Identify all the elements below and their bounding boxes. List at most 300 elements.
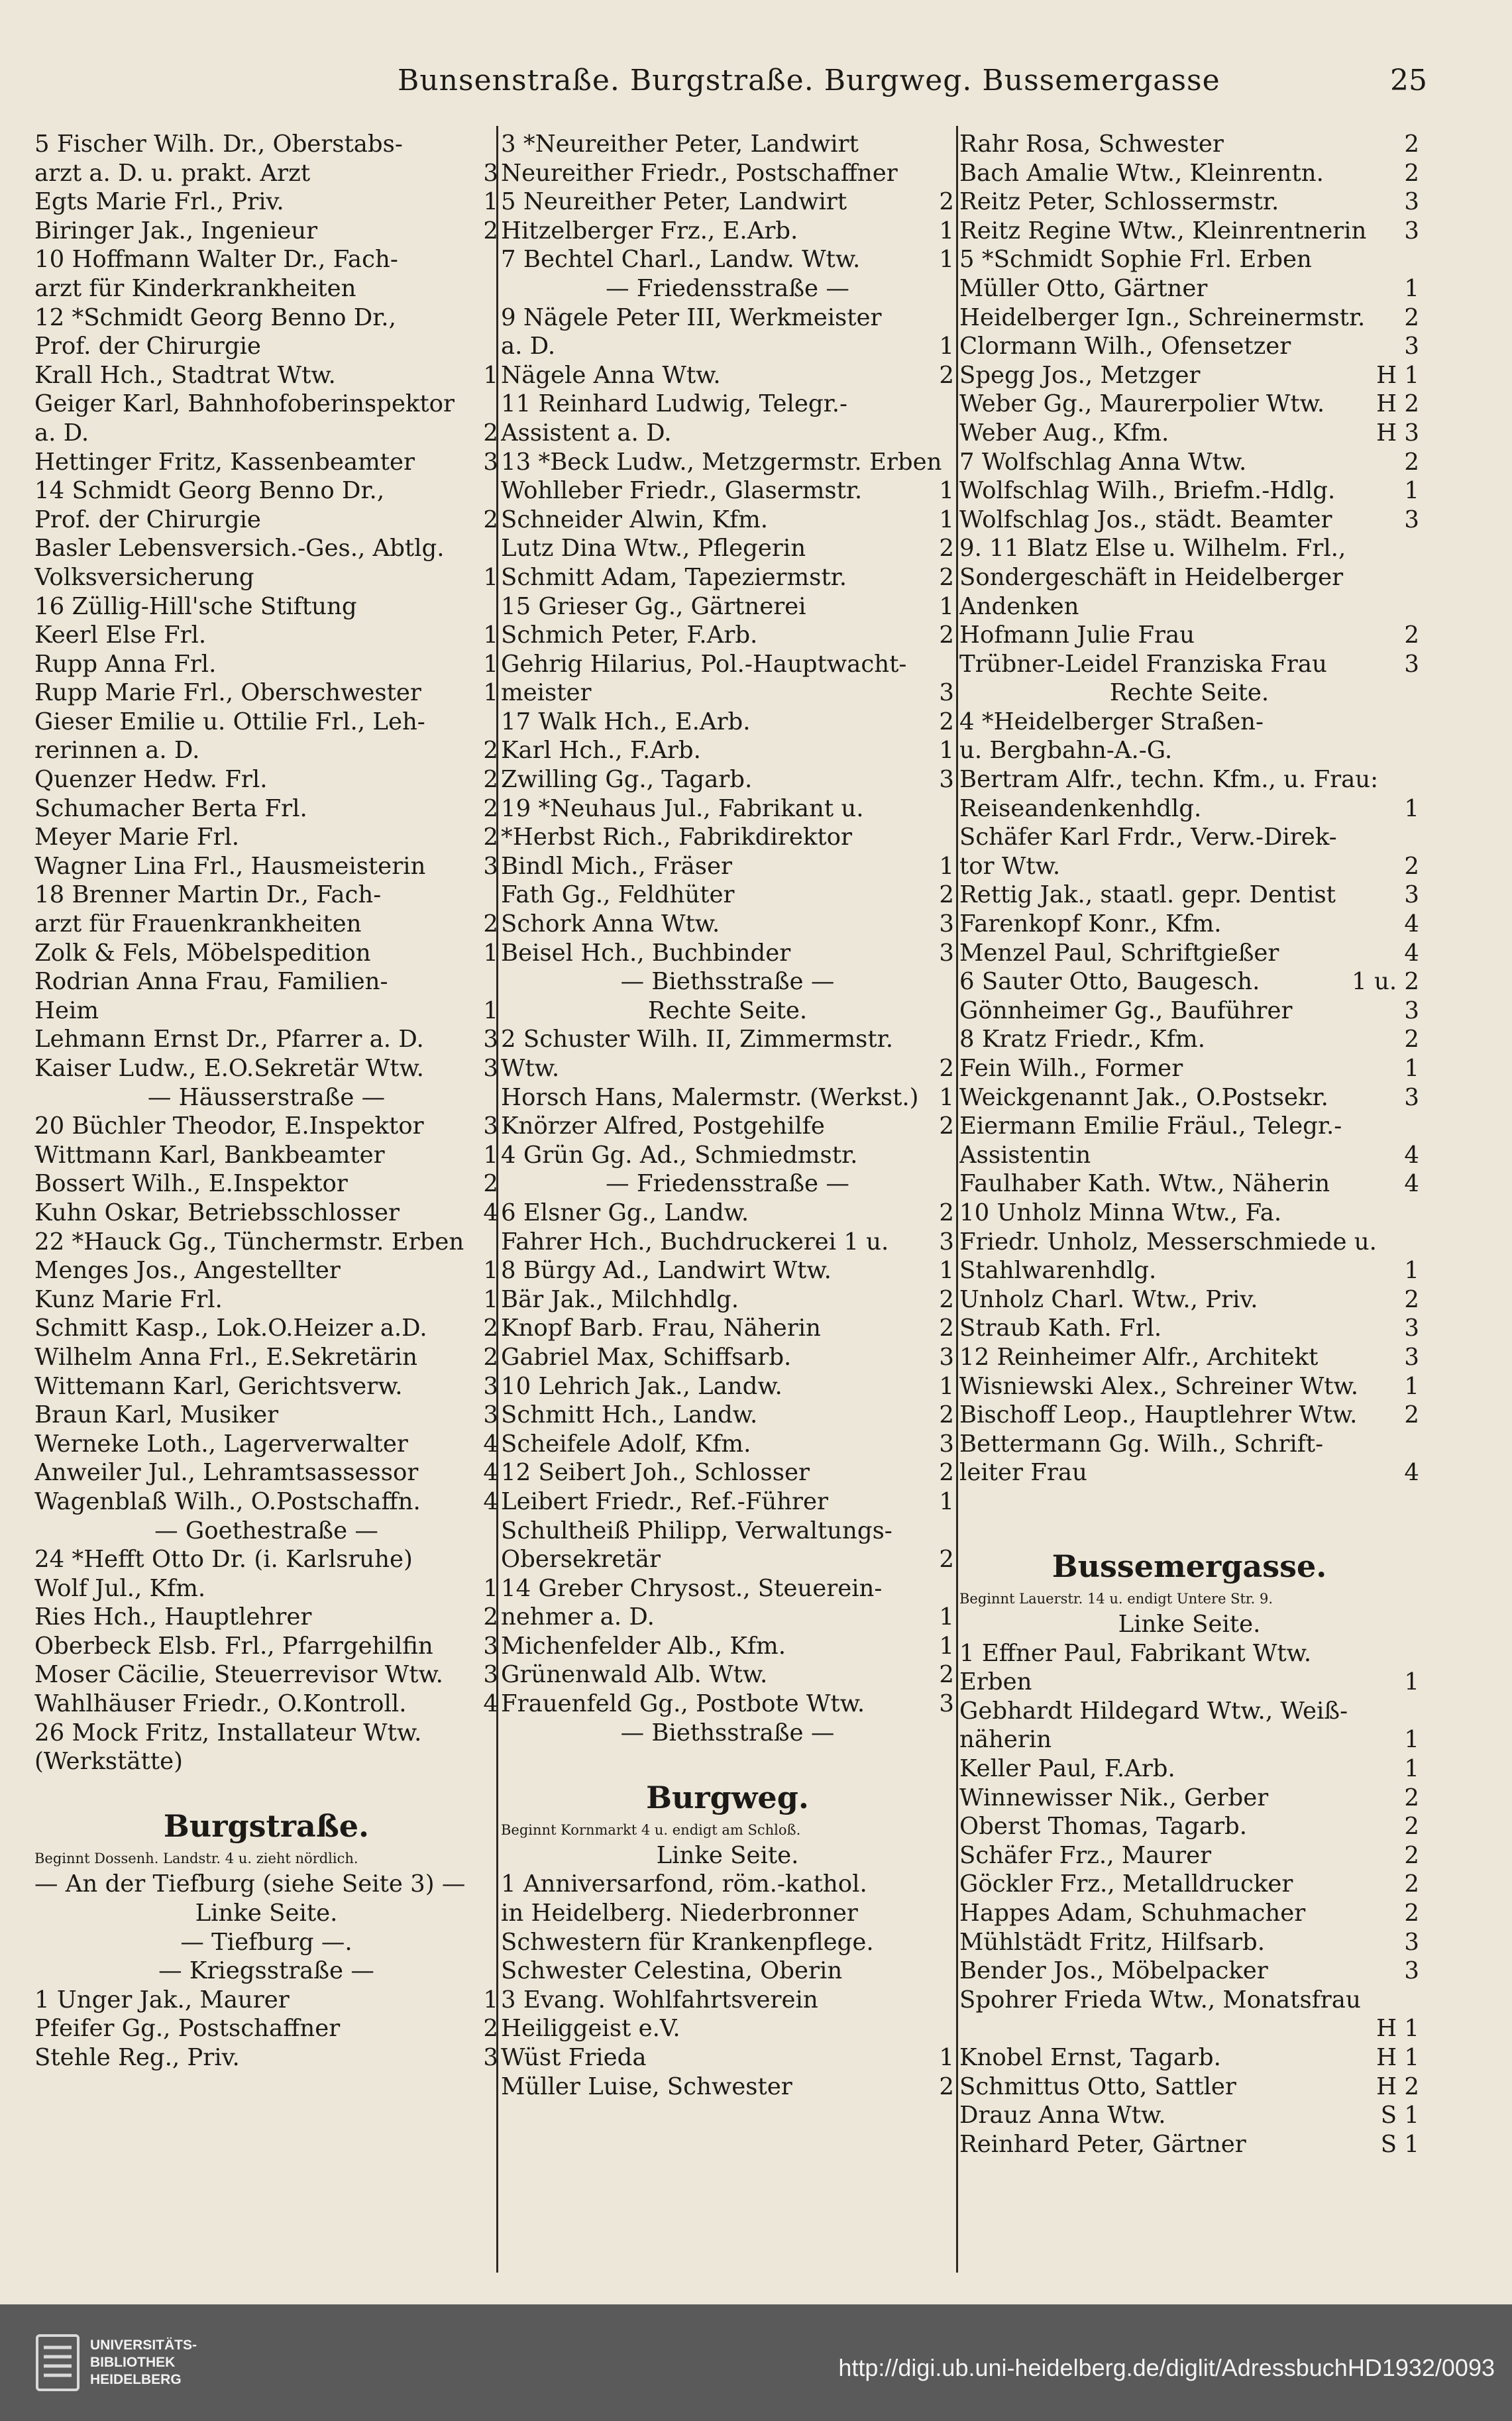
section-label (501, 967, 954, 996)
section-label (501, 1169, 954, 1199)
directory-entry (501, 1112, 954, 1141)
floor-number: 2 (1404, 852, 1419, 880)
entry-text: Assistentin (959, 1141, 1091, 1169)
floor-number: 1 (1404, 1726, 1419, 1754)
directory-entry (501, 650, 954, 679)
entry-text: — Biethsstraße — (620, 1719, 835, 1747)
entry-text: Schneider Alwin, Kfm. (501, 506, 769, 533)
directory-entry (501, 621, 954, 650)
directory-entry (501, 1458, 954, 1487)
directory-entry (959, 881, 1419, 910)
entry-text: Beginnt Lauerstr. 14 u. endigt Untere Str. 9. (959, 1591, 1273, 1607)
entry-text: Hitzelberger Frz., E.Arb. (501, 217, 798, 244)
directory-entry (501, 1199, 954, 1228)
entry-text: Volksversicherung (34, 563, 254, 591)
directory-entry (501, 1256, 954, 1285)
directory-entry (34, 765, 498, 794)
entry-text: Beisel Hch., Buchbinder (501, 939, 791, 967)
directory-entry (959, 361, 1419, 390)
entry-text: Wilhelm Anna Frl., E.Sekretärin (34, 1343, 418, 1371)
column-divider (956, 126, 958, 2273)
entry-text: Happes Adam, Schuhmacher (959, 1900, 1306, 1927)
directory-entry (34, 1870, 498, 1899)
floor-number: 1 (939, 1372, 954, 1400)
directory-entry (959, 1587, 1419, 1610)
entry-text: Fahrer Hch., Buchdruckerei 1 u. (501, 1228, 889, 1256)
entry-text: Weber Aug., Kfm. (959, 419, 1169, 447)
directory-entry (34, 1690, 498, 1719)
directory-entry (959, 217, 1419, 246)
floor-number: 4 (1404, 939, 1419, 967)
directory-entry (959, 1487, 1419, 1517)
floor-number: 3 (939, 679, 954, 707)
entry-text: Egts Marie Frl., Priv. (34, 188, 284, 216)
entry-text: Kunz Marie Frl. (34, 1285, 223, 1313)
entry-text: Pfeifer Gg., Postschaffner (34, 2015, 341, 2043)
column-left (34, 130, 498, 2263)
directory-entry (501, 1372, 954, 1401)
directory-entry (501, 1141, 954, 1170)
directory-entry (34, 245, 498, 274)
entry-text: Sondergeschäft in Heidelberger (959, 563, 1344, 591)
entry-text: Michenfelder Alb., Kfm. (501, 1632, 786, 1660)
directory-entry (34, 534, 498, 563)
directory-entry (959, 1256, 1419, 1285)
entry-text: Hettinger Fritz, Kassenbeamter (34, 448, 415, 476)
directory-entry (501, 1632, 954, 1661)
floor-number: 3 (483, 1055, 498, 1082)
floor-number: 1 (939, 217, 954, 244)
floor-number: 1 (939, 1603, 954, 1631)
floor-number: 2 (1404, 621, 1419, 649)
entry-text: Spohrer Frieda Wtw., Monatsfrau (959, 1986, 1361, 2014)
directory-entry (501, 1574, 954, 1603)
floor-number: 1 (939, 506, 954, 533)
directory-entry (959, 650, 1419, 679)
entry-text: 12 Reinheimer Alfr., Architekt (959, 1343, 1319, 1371)
floor-number: 3 (1404, 506, 1419, 533)
entry-text: Anweiler Jul., Lehramtsassessor (34, 1459, 419, 1487)
entry-text: Assistent a. D. (501, 419, 672, 447)
directory-entry (34, 1199, 498, 1228)
directory-entry (34, 1285, 498, 1315)
directory-entry (959, 1343, 1419, 1372)
directory-entry (34, 1112, 498, 1141)
floor-number: 2 (939, 1199, 954, 1226)
directory-entry (501, 1603, 954, 1632)
floor-number: 4 (483, 1459, 498, 1487)
entry-text: Schork Anna Wtw. (501, 910, 720, 938)
directory-entry (34, 1545, 498, 1574)
directory-entry (959, 563, 1419, 592)
entry-text: Frauenfeld Gg., Postbote Wtw. (501, 1690, 865, 1718)
entry-text: Wolfschlag Wilh., Briefm.-Hdlg. (959, 477, 1336, 505)
entry-text: Reitz Peter, Schlossermstr. (959, 188, 1279, 216)
directory-entry (959, 159, 1419, 188)
entry-text: a. D. (34, 419, 89, 447)
directory-entry (501, 881, 954, 910)
floor-number: 2 (939, 881, 954, 909)
floor-number: 3 (483, 2044, 498, 2071)
floor-number: 4 (1404, 1170, 1419, 1198)
entry-text: Schmich Peter, F.Arb. (501, 621, 758, 649)
directory-entry (34, 794, 498, 824)
directory-entry (501, 1083, 954, 1112)
entry-text: Hofmann Julie Frau (959, 621, 1195, 649)
directory-entry (959, 852, 1419, 881)
section-label (34, 1928, 498, 1957)
directory-entry (501, 1314, 954, 1343)
entry-text: 9. 11 Blatz Else u. Wilhelm. Frl., (959, 535, 1346, 563)
entry-text: 7 Wolfschlag Anna Wtw. (959, 448, 1247, 476)
floor-number: 3 (483, 448, 498, 476)
source-url-link[interactable]: http://digi.ub.uni-heidelberg.de/diglit/AdressbuchHD1932/0093 (838, 2354, 1495, 2381)
floor-number: S 1 (1380, 2102, 1419, 2129)
floor-number: 1 (939, 592, 954, 620)
entry-text: Schmitt Adam, Tapeziermstr. (501, 563, 847, 591)
entry-text: Keller Paul, F.Arb. (959, 1755, 1175, 1783)
directory-entry (501, 852, 954, 881)
floor-number: 3 (1404, 1315, 1419, 1342)
floor-number: 1 (1404, 477, 1419, 505)
floor-number: 1 (939, 852, 954, 880)
entry-text: Müller Luise, Schwester (501, 2072, 792, 2100)
directory-entry (959, 1112, 1419, 1141)
entry-text: Menzel Paul, Schriftgießer (959, 939, 1279, 967)
floor-number: H 3 (1376, 419, 1419, 447)
floor-number: 3 (939, 939, 954, 967)
section-label (34, 1957, 498, 1986)
directory-entry (34, 1314, 498, 1343)
floor-number: 3 (939, 1228, 954, 1256)
entry-text: Faulhaber Kath. Wtw., Näherin (959, 1170, 1330, 1198)
directory-entry (959, 1754, 1419, 1784)
directory-entry (959, 1784, 1419, 1813)
directory-entry (34, 188, 498, 217)
floor-number: 1 (939, 1632, 954, 1660)
floor-number: 3 (1404, 881, 1419, 909)
entry-text: Ries Hch., Hauptlehrer (34, 1603, 312, 1631)
floor-number: 3 (1404, 996, 1419, 1024)
floor-number: 2 (939, 621, 954, 649)
entry-text: meister (501, 679, 592, 707)
entry-text: Bettermann Gg. Wilh., Schrift- (959, 1430, 1324, 1458)
entry-text: — Häusserstraße — (147, 1083, 386, 1111)
floor-number: 1 (1404, 1055, 1419, 1082)
directory-entry (34, 1141, 498, 1170)
floor-number: 3 (1404, 217, 1419, 244)
entry-text: 4 *Heidelberger Straßen- (959, 708, 1264, 735)
floor-number: 2 (939, 1661, 954, 1689)
entry-text: Reinhard Peter, Gärtner (959, 2130, 1246, 2158)
floor-number: 2 (483, 506, 498, 533)
entry-text: 14 Greber Chrysost., Steuerein- (501, 1574, 883, 1602)
library-name-line: BIBLIOTHEK (90, 2355, 176, 2370)
floor-number: 2 (1404, 1900, 1419, 1927)
directory-entry (501, 1986, 954, 2015)
entry-text (959, 1517, 1415, 1546)
floor-number: 2 (483, 737, 498, 765)
directory-entry (501, 794, 954, 824)
directory-entry (959, 245, 1419, 274)
directory-entry (501, 419, 954, 448)
street-heading (959, 1545, 1419, 1587)
entry-text: 6 Elsner Gg., Landw. (501, 1199, 749, 1226)
directory-entry (34, 361, 498, 390)
library-name-line: HEIDELBERG (90, 2372, 182, 2387)
entry-text: Rupp Anna Frl. (34, 650, 217, 678)
floor-number: 2 (483, 766, 498, 794)
entry-text: Farenkopf Konr., Kfm. (959, 910, 1222, 938)
entry-text: 16 Züllig-Hill'sche Stiftung (34, 592, 357, 620)
directory-entry (501, 678, 954, 708)
floor-number: 1 (483, 563, 498, 591)
directory-entry (959, 823, 1419, 852)
directory-entry (501, 1343, 954, 1372)
section-label (501, 1841, 954, 1870)
directory-entry (34, 939, 498, 968)
entry-text: 1 Effner Paul, Fabrikant Wtw. (959, 1639, 1312, 1667)
entry-text: 11 Reinhard Ludwig, Telegr.- (501, 390, 847, 418)
floor-number: 2 (483, 910, 498, 938)
entry-text: Bossert Wilh., E.Inspektor (34, 1170, 348, 1198)
directory-entry (34, 910, 498, 939)
entry-text: 10 Hoffmann Walter Dr., Fach- (34, 246, 398, 274)
directory-entry (34, 1401, 498, 1430)
directory-entry (959, 1812, 1419, 1841)
floor-number: 1 (483, 1257, 498, 1285)
directory-entry (34, 592, 498, 621)
entry-text: Schäfer Karl Frdr., Verw.-Direk- (959, 824, 1337, 851)
directory-entry (959, 2014, 1419, 2043)
directory-entry (34, 1430, 498, 1459)
section-label (501, 996, 954, 1026)
entry-text: 3 *Neureither Peter, Landwirt (501, 131, 859, 158)
entry-text: Rodrian Anna Frau, Familien- (34, 968, 388, 996)
entry-text: Schultheiß Philipp, Verwaltungs- (501, 1517, 892, 1544)
entry-text: Fein Wilh., Former (959, 1055, 1183, 1082)
directory-entry (501, 910, 954, 939)
directory-entry (34, 1256, 498, 1285)
directory-entry (959, 1025, 1419, 1054)
entry-text: Gieser Emilie u. Ottilie Frl., Leh- (34, 708, 425, 735)
directory-entry (959, 2072, 1419, 2102)
directory-entry (34, 881, 498, 910)
entry-text: Trübner-Leidel Franziska Frau (959, 650, 1327, 678)
directory-entry (501, 1285, 954, 1315)
floor-number: 1 (483, 1986, 498, 2014)
floor-number: 1 (483, 621, 498, 649)
entry-text: Unholz Charl. Wtw., Priv. (959, 1285, 1258, 1313)
entry-text: Friedr. Unholz, Messerschmiede u. (959, 1228, 1377, 1256)
floor-number: 1 (483, 679, 498, 707)
directory-entry (959, 188, 1419, 217)
floor-number: 1 (939, 333, 954, 360)
directory-entry (501, 1870, 954, 1899)
floor-number: H 2 (1376, 390, 1419, 418)
directory-entry (34, 1372, 498, 1401)
entry-text: Gehrig Hilarius, Pol.-Hauptwacht- (501, 650, 907, 678)
entry-text: 14 Schmidt Georg Benno Dr., (34, 477, 385, 505)
floor-number: 2 (1404, 303, 1419, 331)
entry-text: Weickgenannt Jak., O.Postsekr. (959, 1083, 1328, 1111)
page-number: 25 (1390, 64, 1427, 97)
entry-text: Müller Otto, Gärtner (959, 274, 1208, 302)
directory-entry (959, 708, 1419, 737)
entry-text: näherin (959, 1726, 1052, 1754)
entry-text: 3 Evang. Wohlfahrtsverein (501, 1986, 818, 2014)
entry-text: 8 Kratz Friedr., Kfm. (959, 1026, 1205, 1053)
entry-text: Prof. der Chirurgie (34, 506, 261, 533)
directory-entry (959, 303, 1419, 333)
directory-entry (959, 274, 1419, 303)
directory-entry (501, 1928, 954, 1957)
directory-entry (34, 1847, 498, 1870)
directory-entry (959, 1899, 1419, 1928)
floor-number: 3 (483, 1661, 498, 1689)
directory-entry (959, 1285, 1419, 1315)
entry-text: nehmer a. D. (501, 1603, 655, 1631)
floor-number: H 1 (1376, 2015, 1419, 2043)
entry-text: Bussemergasse. (1052, 1548, 1327, 1585)
floor-number: 2 (483, 1603, 498, 1631)
directory-entry (501, 1747, 954, 1776)
entry-text: Wohlleber Friedr., Glasermstr. (501, 477, 863, 505)
entry-text: Wtw. (501, 1055, 560, 1082)
entry-text: Oberbeck Elsb. Frl., Pfarrgehilfin (34, 1632, 433, 1660)
entry-text: Straub Kath. Frl. (959, 1315, 1162, 1342)
floor-number: 3 (1404, 650, 1419, 678)
floor-number: 2 (1404, 1870, 1419, 1898)
entry-text: arzt für Frauenkrankheiten (34, 910, 362, 938)
directory-entry (959, 2101, 1419, 2130)
entry-text: Lutz Dina Wtw., Pflegerin (501, 535, 806, 563)
entry-text: Beginnt Dossenh. Landstr. 4 u. zieht nördlich. (34, 1851, 358, 1867)
section-label (34, 1083, 498, 1112)
floor-number: 2 (1404, 448, 1419, 476)
directory-entry (959, 1458, 1419, 1487)
directory-entry (501, 2043, 954, 2072)
entry-text: 6 Sauter Otto, Baugesch. (959, 968, 1260, 996)
floor-number: 3 (483, 1632, 498, 1660)
directory-entry (501, 2014, 954, 2043)
entry-text: Rechte Seite. (647, 996, 808, 1024)
entry-text: Nägele Anna Wtw. (501, 361, 721, 389)
floor-number: 3 (483, 1026, 498, 1053)
entry-text: Stehle Reg., Priv. (34, 2044, 240, 2071)
entry-text: Burgweg. (646, 1779, 809, 1815)
directory-entry (501, 1899, 954, 1928)
entry-text: Reiseandenkenhdlg. (959, 794, 1202, 822)
directory-entry (34, 1719, 498, 1748)
entry-text: 8 Bürgy Ad., Landwirt Wtw. (501, 1257, 832, 1285)
library-logo (34, 2326, 227, 2400)
directory-entry (959, 1372, 1419, 1401)
entry-text: Oberst Thomas, Tagarb. (959, 1813, 1248, 1841)
entry-text: 10 Unholz Minna Wtw., Fa. (959, 1199, 1282, 1226)
directory-entry (959, 2130, 1419, 2159)
section-label (959, 678, 1419, 708)
floor-number: 1 (1404, 1372, 1419, 1400)
entry-text: Biringer Jak., Ingenieur (34, 217, 318, 244)
directory-entry (959, 506, 1419, 535)
entry-text: Knopf Barb. Frau, Näherin (501, 1315, 821, 1342)
entry-text: Heiliggeist e.V. (501, 2015, 680, 2043)
directory-entry (959, 736, 1419, 765)
floor-number: 2 (1404, 1285, 1419, 1313)
entry-text: Wolfschlag Jos., städt. Beamter (959, 506, 1332, 533)
floor-number: 3 (483, 159, 498, 187)
directory-entry (34, 1603, 498, 1632)
directory-entry (34, 1025, 498, 1054)
floor-number: 3 (939, 766, 954, 794)
floor-number: 2 (939, 563, 954, 591)
floor-number: 3 (939, 910, 954, 938)
directory-entry (34, 1054, 498, 1083)
directory-entry (501, 823, 954, 852)
entry-text (501, 1747, 950, 1776)
entry-text: Wagner Lina Frl., Hausmeisterin (34, 852, 426, 880)
entry-text: 15 Grieser Gg., Gärtnerei (501, 592, 806, 620)
directory-entry (959, 476, 1419, 506)
floor-number: 2 (939, 1546, 954, 1574)
directory-entry (501, 159, 954, 188)
running-header: Bunsenstraße. Burgstraße. Burgweg. Bussemergasse (398, 64, 1220, 97)
directory-entry (501, 390, 954, 419)
entry-text: Bach Amalie Wtw., Kleinrentn. (959, 159, 1324, 187)
directory-entry (959, 534, 1419, 563)
entry-text: Schwestern für Krankenpflege. (501, 1928, 874, 1956)
entry-text: Bischoff Leop., Hauptlehrer Wtw. (959, 1401, 1358, 1429)
directory-entry (959, 1169, 1419, 1199)
entry-text: Winnewisser Nik., Gerber (959, 1784, 1269, 1811)
floor-number: 2 (939, 2072, 954, 2100)
directory-entry (34, 390, 498, 419)
floor-number: 2 (483, 2015, 498, 2043)
directory-entry (34, 303, 498, 333)
directory-entry (34, 1632, 498, 1661)
entry-text: Göckler Frz., Metalldrucker (959, 1870, 1293, 1898)
column-right (959, 130, 1419, 2263)
entry-text: Quenzer Hedw. Frl. (34, 766, 268, 794)
floor-number: 3 (1404, 1928, 1419, 1956)
floor-number: 2 (483, 1315, 498, 1342)
entry-text: Stahlwarenhdlg. (959, 1257, 1157, 1285)
floor-number: 2 (483, 824, 498, 851)
entry-text: Wisniewski Alex., Schreiner Wtw. (959, 1372, 1359, 1400)
directory-entry (501, 1430, 954, 1459)
entry-text: Neureither Friedr., Postschaffner (501, 159, 898, 187)
directory-entry (34, 621, 498, 650)
section-label (34, 1899, 498, 1928)
entry-text: Krall Hch., Stadtrat Wtw. (34, 361, 336, 389)
entry-text: 5 Fischer Wilh. Dr., Oberstabs- (34, 131, 403, 158)
library-seal-icon (34, 2333, 81, 2393)
directory-entry (34, 1747, 498, 1776)
floor-number: 1 (939, 246, 954, 274)
entry-text: 5 *Schmidt Sophie Frl. Erben (959, 246, 1312, 274)
directory-entry (501, 939, 954, 968)
floor-number: 3 (1404, 188, 1419, 216)
floor-number: S 1 (1380, 2130, 1419, 2158)
entry-text: 12 *Schmidt Georg Benno Dr., (34, 303, 396, 331)
floor-number: 3 (939, 1690, 954, 1718)
floor-number: 2 (939, 1459, 954, 1487)
directory-entry (34, 1169, 498, 1199)
floor-number: 2 (1404, 1026, 1419, 1053)
directory-entry (501, 130, 954, 159)
directory-entry (34, 678, 498, 708)
